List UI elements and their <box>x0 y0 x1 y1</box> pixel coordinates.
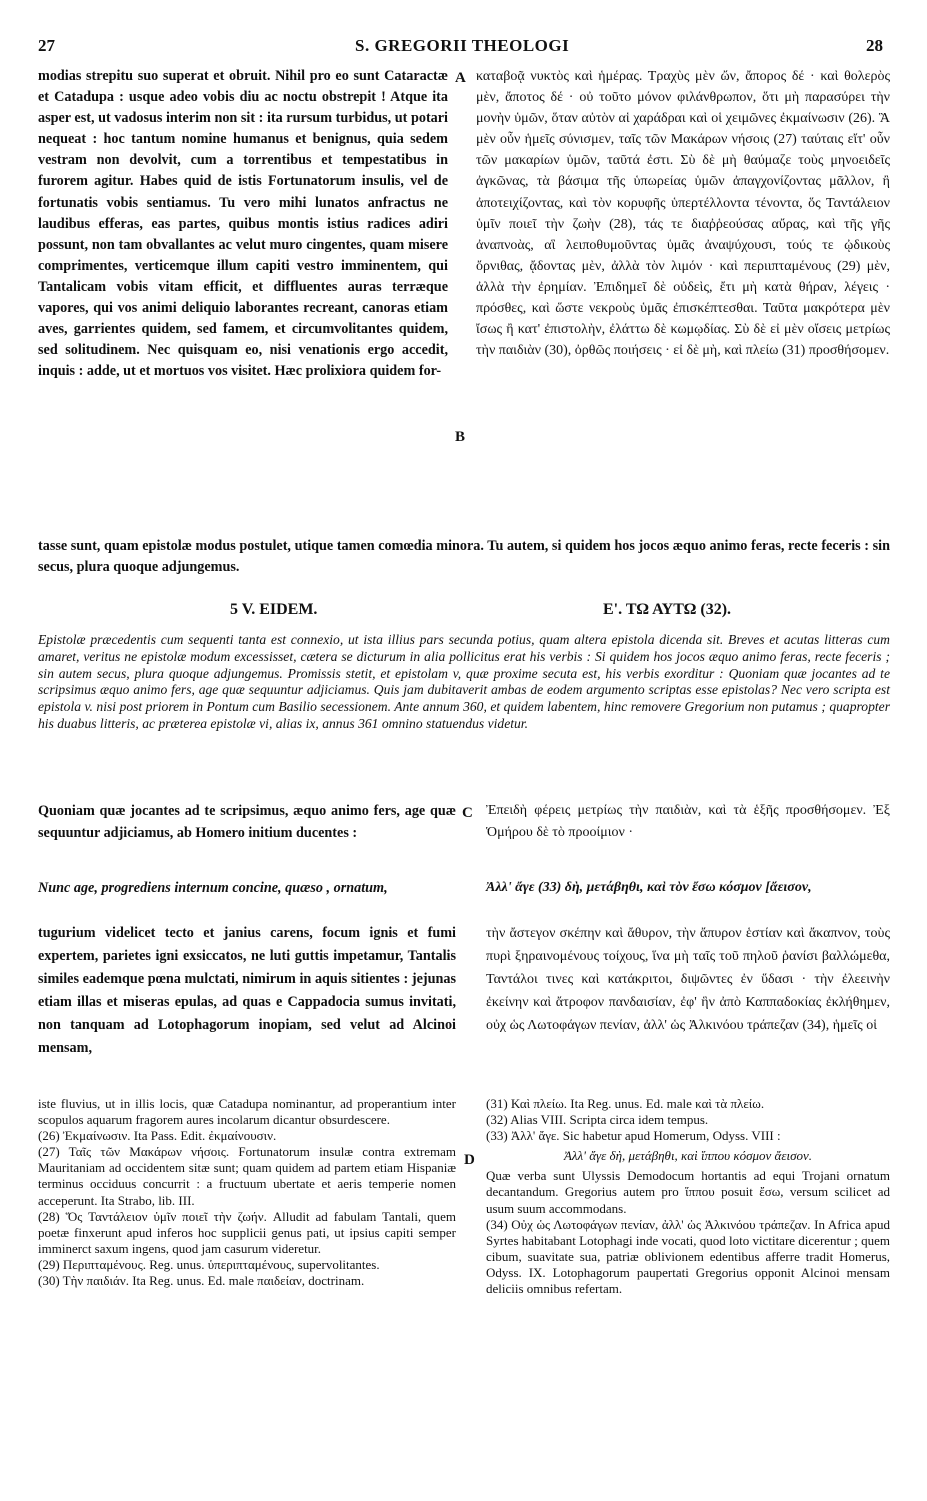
page-number-right: 28 <box>866 36 883 55</box>
footnote-34: (34) Οὐχ ὡς Λωτοφάγων πενίαν, ἀλλ' ὡς Ἀλκινόου τράπεζαν. In Africa apud Syrtes habitabant Lotophagi inde vocati, quod loto victitare dicerentur ; quem cibum, suavitate sua, patriæ oblivionem edentibus afferre tradit Homerus, Odyss. IX. Lotophagorum paupertati Gregorius opponit Alcinoi mensam deliciis omnibus refertam. <box>486 1216 890 1297</box>
latin-paragraph: modias strepitu suo superat et obruit. Nihil pro eo sunt Cataractæ et Catadupa : usque adeo vobis diu ac noctu obstrepit ! Atque ita asper est, ut vadosus interim non sit : ita rursum turbidus, ut potari nequeat : hoc tantum nomine humanus et benignus, quia sedem vestram non devolvit, cum a torrentibus et tempestatibus in furorem agitur. Habes quid de istis Fortunatorum insulis, vel de fortunatis vobis sentiamus. Tu vero mihi lunatos anfractus ne laudibus efferas, eas partes, quibus montis istius radices adiri possunt, non tam obvallantes ac velut muro cingentes, quam misere comprimentes, verticemque illum capiti vestro imminentem, qui Tantalicam vobis vitam efficit, et diffluentes auras terræque vapores, qui vos animi deliquio laborantes recreant, canoras etiam aves, garrientes quidem, sed famem, et circumvolitantes quidem, sed solitudinem. Nec quisquam eo, nisi venationis ergo accedit, inquis : adde, ut et mortuos vos visitet. Hæc prolixiora quidem for- <box>38 68 448 380</box>
greek-body: τὴν ἄστεγον σκέπην καὶ ἄθυρον, τὴν ἄπυρον ἑστίαν καὶ ἄκαπνον, τοὺς πυρὶ ξηραινομένους τοίχους, ἵνα μὴ ταῖς τοῦ πηλοῦ ῥανίσι βαλλώμεθα, Ταντάλοι τινες καὶ κατάκριτοι, διψῶντες ἐν ὕδασι · τὴν ἐλεεινὴν ἐκείνην καὶ ἄτροφον πανδαισίαν, ἐφ' ἣν ἀπὸ Καππαδοκίας ἐκλήθημεν, οὐχ ὡς Λωτοφάγων πενίαν, ἀλλ' ὡς Ἀλκινόου τράπεζαν (34), ἡμεῖς οἱ <box>486 926 890 1033</box>
footnote-31: (31) Καὶ πλείω. Ita Reg. unus. Ed. male καὶ τὰ πλείω. <box>486 1096 765 1111</box>
margin-marker-d: D <box>464 1152 475 1168</box>
latin-verse: Nunc age, progrediens internum concine, quæso , ornatum, <box>38 880 388 896</box>
margin-marker-a: A <box>455 70 466 86</box>
full-width-continuation: tasse sunt, quam epistolæ modus postulet, utique tamen comœdia minora. Tu autem, si quidem hos jocos æquo animo feras, recte feceris : sin secus, plura quoque adjungemus. <box>38 538 890 575</box>
page-number-left: 27 <box>38 36 55 55</box>
greek-intro: Ἐπειδὴ φέρεις μετρίως τὴν παιδιὰν, καὶ τὰ ἑξῆς προσθήσομεν. Ἐξ Ὁμήρου δὲ τὸ προοίμιον · <box>486 803 890 840</box>
homer-quote: Ἀλλ' ἄγε δὴ, μετάβηθι, καὶ ἵππου κόσμον ἄεισον. <box>563 1148 813 1164</box>
footnote-33-continued: Quæ verba sunt Ulyssis Demodocum hortantis ad equi Trojani ornatum decantandum. Gregorius autem pro ἵππου posuit ἔσω, versum scilicet ad usum suum accommodans. <box>486 1168 890 1216</box>
footnote-28: (28) Ὅς Ταντάλειον ὑμῖν ποιεῖ τὴν ζωήν. Alludit ad fabulam Tantali, quem poetæ finxerunt apud inferos hoc supplicii genus pati, ut ipsius capiti semper imminerct saxum ingens, quod jam casurum videretur. <box>38 1208 456 1256</box>
footnote-29: (29) Περιπταμένους. Reg. unus. ὑπεριπταμένους, supervolitantes. <box>38 1256 380 1272</box>
greek-column-1 <box>476 66 890 361</box>
footnote-continuation: iste fluvius, ut in illis locis, quæ Catadupa nominantur, ad properantium inter scopulos aquarum fragorem aures incolarum dicantur obsurdescere. <box>38 1096 456 1128</box>
margin-marker-b: B <box>455 429 466 445</box>
footnote-32: (32) Alias VIII. Scripta circa idem tempus. <box>486 1112 709 1128</box>
running-title: S. GREGORII THEOLOGI <box>355 36 570 55</box>
section-title-greek: Ε'. ΤΩ ΑΥΤΩ (32). <box>603 601 732 618</box>
section-title-latin: 5 V. EIDEM. <box>230 601 318 618</box>
margin-marker-c: C <box>462 805 473 821</box>
footnote-26: (26) Ἐκμαίνωσιν. Ita Pass. Edit. ἐκμαίνουσιν. <box>38 1128 277 1144</box>
latin-column-1 <box>38 66 448 382</box>
latin-intro: Quoniam quæ jocantes ad te scripsimus, æquo animo fers, age quæ sequuntur adjiciamus, ab Homero initium ducentes : <box>38 803 456 841</box>
epistle-summary: Epistolæ præcedentis cum sequenti tanta est connexio, ut ista illius pars secunda potius, quam altera epistola dicenda sit. Breves et acutas litteras cum amaret, veritus ne epistolæ modum excessisset, cætera se dicturum in alia pollicitus erat his verbis : Si quidem hos jocos æquo animo feras, recte feceris ; sin autem secus, plura quoque adjungemus. Promissis stetit, et epistolam v, quæ proxime secuta est, his verbis exorditur : Quoniam quæ jocantes ad te scripsimus æquo animo fers, age quæ sequuntur adjiciamus. Quis jam dubitaverit ambas de eodem argumento scriptas esse epistolas? Nec vero scripta est epistola v. nisi post priorem in Pontum cum Basilio secessionem. Ante annum 360, et quidem labentem, hinc removere Gregorium non putamus ; quapropter his duabus litteris, ac præterea epistolæ vi, alias ix, annus 361 omnino statuendus videtur. <box>38 632 890 731</box>
footnote-30: (30) Τὴν παιδιάν. Ita Reg. unus. Ed. male παιδείαν, doctrinam. <box>38 1273 365 1289</box>
latin-body: tugurium videlicet tecto et janius carens, focum ignis et fumi expertem, parietes igni exsiccatos, ne luti guttis impetamur, Tantalis similes eademque pœna mulctati, nimirum in aquis sitientes : jejunas etiam illas et miseras epulas, ad quas e Cappadocia sumus invitati, non tanquam ad Lotophagorum inopiam, sed velut ad Alcinoi mensam, <box>38 925 456 1056</box>
greek-verse: Ἀλλ' ἄγε (33) δὴ, μετάβηθι, καὶ τὸν ἔσω κόσμον [ἄεισον, <box>486 880 812 895</box>
footnote-33: (33) Ἀλλ' ἄγε. Sic habetur apud Homerum, Odyss. VIII : <box>486 1128 781 1144</box>
footnote-27: (27) Ταῖς τῶν Μακάρων νήσοις. Fortunatorum insulæ contra extremam Mauritaniam ad occidentem sitæ sunt; quam quidem ad partem etiam Hispaniæ terminus occiduus concurrit : a fructuum ubertate et aeris temperie nomen acceperunt. Ita Strabo, lib. III. <box>38 1144 456 1208</box>
footnotes-right <box>486 1096 890 1297</box>
greek-paragraph: καταβοᾷ νυκτὸς καὶ ἡμέρας. Τραχὺς μὲν ὤν, ἄπορος δέ · καὶ θολερὸς μὲν, ἄποτος δέ · οὐ τοῦτο μόνον φιλάνθρωπον, ὅτι μὴ παρασύρει τὴν μονὴν ὑμῶν, ὅταν αὐτὸν αἱ χαράδραι καὶ οἱ χειμῶνες ἐκμαίνωσιν (26). Ἃ μὲν οὖν ἡμεῖς σύνισμεν, ταῖς τῶν Μακάρων νήσοις (27) ταύταις εἴτ' οὖν τῶν μακαρίων ὑμῶν, ταῦτά ἐστι. Σὺ δὲ μὴ θαύμαζε τοὺς μηνοειδεῖς ἀγκῶνας, τὰ βάσιμα τῆς ὑπωρείας ὑμῶν ἀπαγχονίζοντας μᾶλλον, ἢ ἀποτειχίζοντας, καὶ τὸν κορυφῆς ὑπερτέλλοντα τένοντα, ὅς Ταντάλειον ὑμῖν ποιεῖ τὴν ζωὴν (28), τάς τε διαῤῥεούσας αὔρας, καὶ τῆς γῆς ἀναπνοὰς, αἳ λειποθυμοῦντας ὑμᾶς ἀναψύχουσι, τούς τε ᾠδικοὺς ὄρνιθας, ᾄδοντας μὲν, ἀλλὰ τὸν λιμόν · καὶ περιιπταμένους (29) μὲν, ἀλλὰ τὴν ἐρημίαν. Ἐπιδημεῖ δὲ οὐδεὶς, ἔτι μὴ κατὰ θήραν, λέγεις · πρόσθες, καὶ ὥστε νεκροὺς ὑμᾶς ἐπισκέπτεσθαι. Ταῦτα μακρότερα μὲν ἴσως ἢ κατ' ἐπιστολὴν, ἐλάττω δὲ κωμῳδίας. Σὺ δὲ εἰ μὲν οἴσεις μετρίως τὴν παιδιὰν (30), ὀρθῶς ποιήσεις · εἰ δὲ μὴ, καὶ πλείω (31) προσθήσομεν. <box>476 69 890 359</box>
footnotes-left <box>38 1096 456 1289</box>
